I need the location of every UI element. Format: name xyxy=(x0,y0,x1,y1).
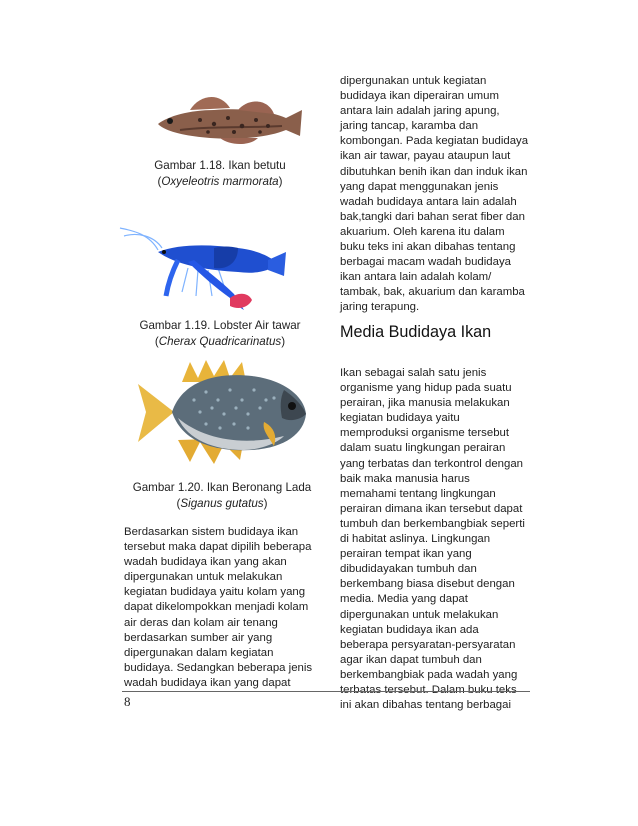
text-line: Ikan sebagai salah satu jenis xyxy=(340,367,487,379)
goby-fish-illustration xyxy=(150,80,310,150)
figure-caption-beronang xyxy=(122,480,322,512)
text-line: kombongan. Pada kegiatan budidaya xyxy=(340,135,529,148)
text-line: perairan, jika manusia melakukan xyxy=(340,397,510,410)
figure-title: Gambar 1.18. Ikan betutu xyxy=(154,159,286,172)
figure-scientific-name: (Oxyeleotris marmorata) xyxy=(157,175,283,188)
figure-caption-lobster xyxy=(120,318,320,350)
text-line: memproduksi organisme tersebut xyxy=(340,427,510,440)
text-line: berkembang biasa disebut dengan xyxy=(340,578,515,591)
crayfish-illustration xyxy=(118,222,288,312)
text-line: dibutuhkan benih ikan dan induk ikan xyxy=(340,165,528,178)
text-line: dipergunakan untuk melakukan xyxy=(340,608,499,621)
text-line: dipergunakan untuk kegiatan xyxy=(340,75,487,87)
text-line: terbatas tersebut. Dalam buku teks xyxy=(340,683,517,696)
section-heading: Media Budidaya Ikan xyxy=(340,323,492,341)
text-line: jaring terapung. xyxy=(340,301,420,314)
text-line: tambak, bak, akuarium dan karamba xyxy=(340,286,525,299)
text-line: buku teks ini akan dibahas tentang xyxy=(340,241,516,254)
text-line: ikan antara lain adalah kolam/ xyxy=(340,271,492,284)
text-line: antara lain adalah jaring apung, xyxy=(340,105,500,118)
text-line: kegiatan budidaya yaitu xyxy=(340,412,460,425)
figure-scientific-name: (Cherax Quadricarinatus) xyxy=(154,335,286,348)
text-line: Berdasarkan sistem budidaya ikan xyxy=(124,526,299,538)
figure-scientific-name: (Siganus gutatus) xyxy=(176,497,268,510)
figure-title: Gambar 1.19. Lobster Air tawar xyxy=(139,319,301,332)
text-line: memahami tentang lingkungan xyxy=(340,487,496,500)
text-line: wadah budidaya ikan yang dapat xyxy=(124,676,291,689)
text-line: kegiatan budidaya yaitu kolam yang xyxy=(124,586,306,599)
page-number: 8 xyxy=(124,694,131,709)
text-line: yang terbatas dan terkontrol dengan xyxy=(340,457,524,470)
text-line: organisme yang hidup pada suatu xyxy=(340,382,512,395)
text-line: baik maka manusia harus xyxy=(340,472,470,485)
figure-caption-betutu xyxy=(130,158,310,190)
text-line: dibudidayakan tumbuh dan xyxy=(340,563,477,576)
text-line: ini akan dibahas tentang berbagai xyxy=(340,699,511,712)
text-line: budidaya ikan diperairan umum xyxy=(340,90,499,103)
text-line: media. Media yang dapat xyxy=(340,593,468,606)
text-line: budidaya. Sedangkan beberapa jenis xyxy=(124,661,313,674)
text-line: kegiatan budidaya ikan ada xyxy=(340,623,479,636)
rabbitfish-illustration xyxy=(134,356,314,468)
figure-title: Gambar 1.20. Ikan Beronang Lada xyxy=(132,481,312,494)
text-line: wadah budidaya ikan yang akan xyxy=(124,556,287,569)
text-line: berbagai macam wadah budidaya xyxy=(340,256,511,269)
text-line: di habitat aslinya. Lingkungan xyxy=(340,533,491,546)
text-line: jaring tancap, karamba dan xyxy=(340,120,479,133)
text-line: dapat dikelompokkan menjadi kolam xyxy=(124,601,309,614)
text-line: tersebut maka dapat dipilih beberapa xyxy=(124,541,312,554)
text-line: perairan dimana ikan tersebut dapat xyxy=(340,502,523,515)
right-column-paragraph-1 xyxy=(340,74,528,316)
right-column-paragraph-2 xyxy=(340,366,525,713)
text-line: bak,tangki dari bahan serat fiber dan xyxy=(340,210,525,223)
text-line: beberapa persyaratan-persyaratan xyxy=(340,638,516,651)
text-line: dipergunakan untuk melakukan xyxy=(124,571,283,584)
text-line: yang dapat menggunakan jenis xyxy=(340,180,499,193)
text-line: berdasarkan sumber air yang xyxy=(124,631,273,644)
left-column-paragraph xyxy=(124,525,312,691)
text-line: akuarium. Oleh karena itu dalam xyxy=(340,225,505,238)
text-line: ikan air tawar, payau ataupun laut xyxy=(340,150,511,163)
text-line: berkembangbiak pada wadah yang xyxy=(340,668,518,681)
text-line: tumbuh dan berkembangbiak seperti xyxy=(340,517,525,530)
text-line: air deras dan kolam air tenang xyxy=(124,616,278,629)
footer-rule xyxy=(122,691,530,692)
text-line: dipergunakan dalam kegiatan xyxy=(124,646,274,659)
text-line: wadah budidaya antara lain adalah xyxy=(340,195,517,208)
text-line: agar ikan dapat tumbuh dan xyxy=(340,653,482,666)
text-line: perairan tempat ikan yang xyxy=(340,548,472,561)
text-line: dalam suatu lingkungan perairan xyxy=(340,442,506,455)
